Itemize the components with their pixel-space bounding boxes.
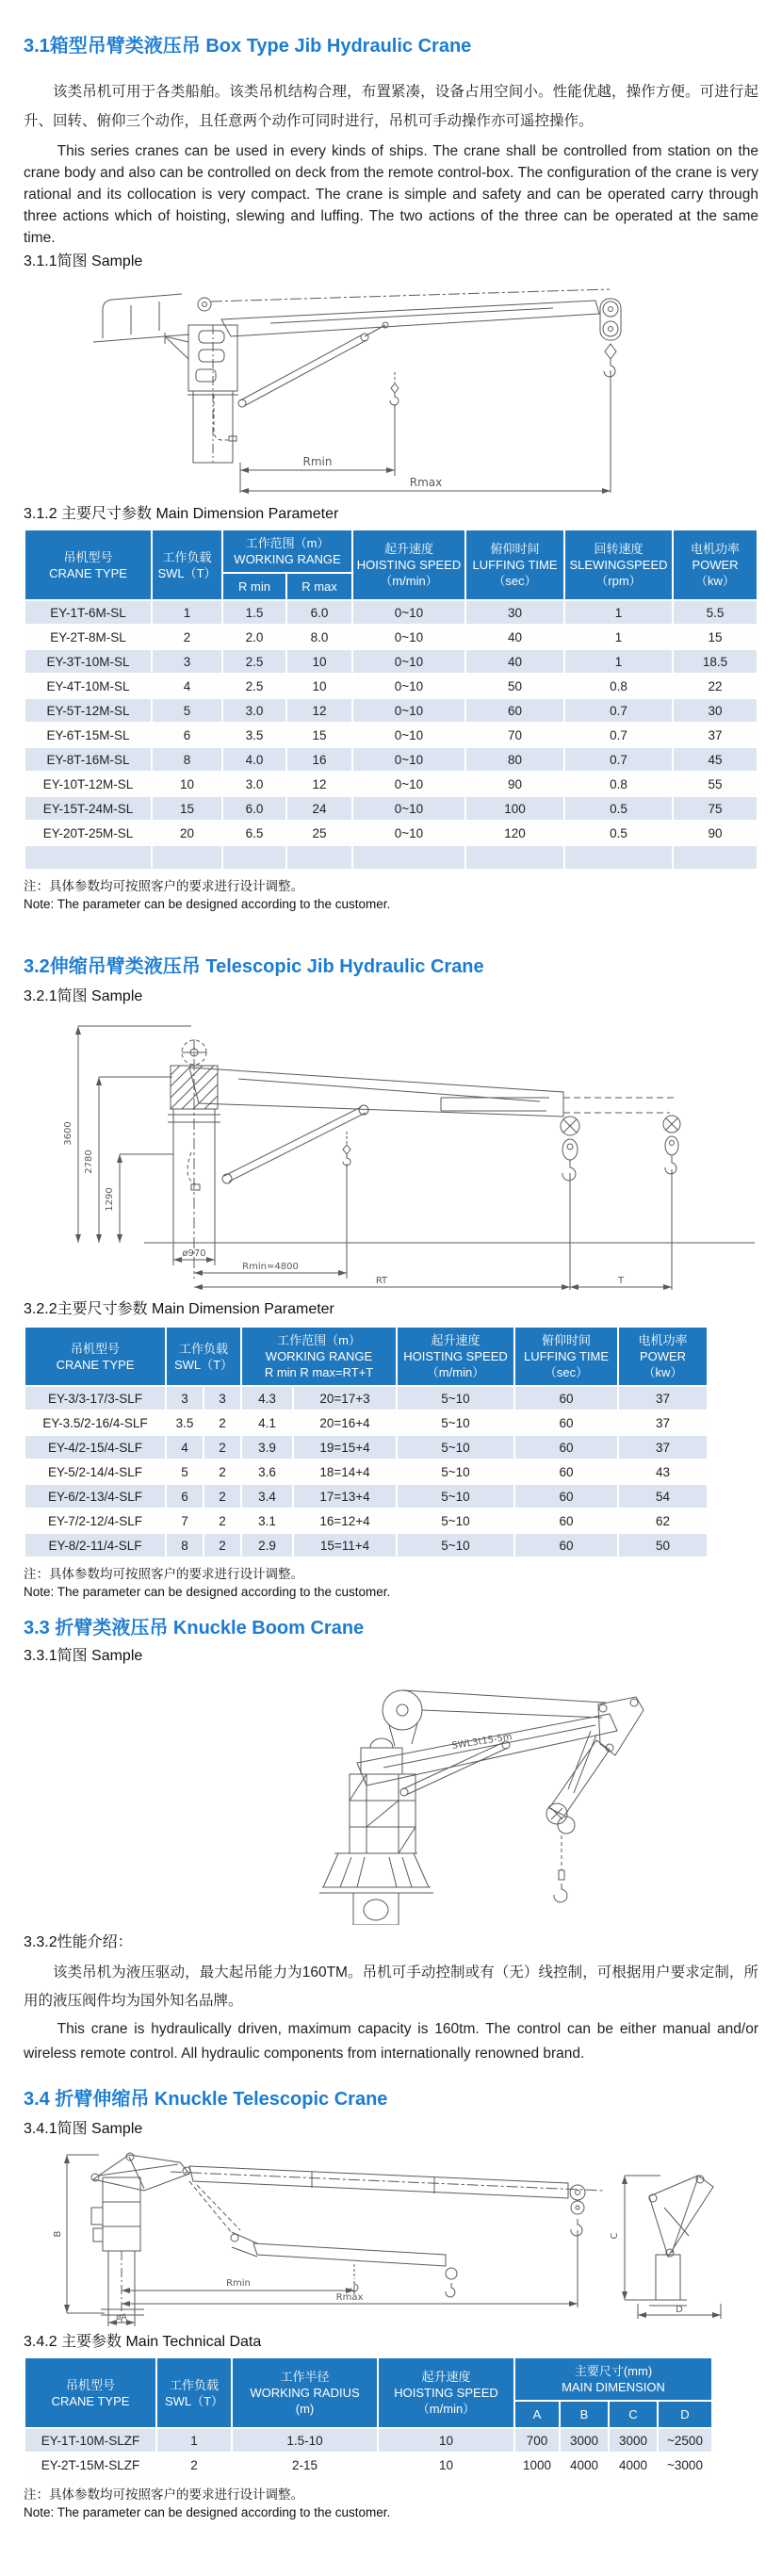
cell: 15 bbox=[286, 723, 352, 747]
cell: 2 bbox=[204, 1533, 241, 1557]
cell: 2 bbox=[156, 2453, 232, 2477]
cell: 40 bbox=[465, 625, 564, 649]
cell: 6 bbox=[166, 1484, 204, 1508]
table-row bbox=[24, 2453, 712, 2477]
hook bbox=[604, 359, 615, 377]
cell: 0.5 bbox=[564, 821, 673, 845]
cell: 4.3 bbox=[241, 1386, 293, 1410]
cell: 37 bbox=[618, 1435, 708, 1459]
railing bbox=[103, 294, 182, 338]
boom-swl-label: SWL3t15-5m bbox=[450, 1732, 513, 1753]
cell: 3.0 bbox=[222, 772, 286, 796]
cell bbox=[564, 845, 673, 870]
cell: 4 bbox=[152, 674, 222, 698]
column-header: 起升速度 HOISTING SPEED （m/min） bbox=[352, 530, 465, 600]
cell: 0~10 bbox=[352, 821, 465, 845]
cell: 40 bbox=[465, 649, 564, 674]
cell bbox=[352, 845, 465, 870]
cell: EY-1T-10M-SLZF bbox=[24, 2428, 156, 2453]
cell: EY-15T-24M-SL bbox=[24, 796, 152, 821]
cell: 0~10 bbox=[352, 649, 465, 674]
cell: EY-8T-16M-SL bbox=[24, 747, 152, 772]
cell: 10 bbox=[378, 2428, 514, 2453]
cell: 37 bbox=[618, 1410, 708, 1435]
cell: 0.7 bbox=[564, 698, 673, 723]
dim-label-oa: øA bbox=[116, 2313, 127, 2323]
cell: 20=16+4 bbox=[293, 1410, 397, 1435]
table-row bbox=[24, 772, 758, 796]
table-row bbox=[24, 796, 758, 821]
cell: 60 bbox=[514, 1459, 618, 1484]
table-row bbox=[24, 674, 758, 698]
intro-paragraph-en: This series cranes can be used in every kinds of ships. The crane shall be controlled from station on the crane body and also can be controlled on deck from the remote control-box. The configuration of the crane is very rational and its collocation is very compact. The crane is simple and safety and can be operated carry through three actions which of hoisting, slewing and luffing. The two actions of the three can be operated at the same time. bbox=[24, 143, 758, 246]
cell: 5~10 bbox=[397, 1508, 514, 1533]
cell: 50 bbox=[618, 1533, 708, 1557]
cell: 60 bbox=[514, 1508, 618, 1533]
cell: 5~10 bbox=[397, 1533, 514, 1557]
cell: 17=13+4 bbox=[293, 1484, 397, 1508]
cell: 60 bbox=[514, 1386, 618, 1410]
cell: 4000 bbox=[560, 2453, 609, 2477]
cell: EY-2T-15M-SLZF bbox=[24, 2453, 156, 2477]
cell: 2 bbox=[204, 1410, 241, 1435]
cell: 6.0 bbox=[222, 796, 286, 821]
cell: EY-3/3-17/3-SLF bbox=[24, 1386, 166, 1410]
cell: 3 bbox=[152, 649, 222, 674]
column-header: 起升速度 HOISTING SPEED （m/min） bbox=[397, 1327, 514, 1386]
box-type-dimension-table bbox=[24, 529, 758, 871]
cell: 50 bbox=[465, 674, 564, 698]
cell bbox=[465, 845, 564, 870]
note-en: Note: The parameter can be designed according to the customer. bbox=[24, 897, 391, 911]
dim-label-3600: 3600 bbox=[63, 1121, 73, 1146]
cell: EY-4/2-15/4-SLF bbox=[24, 1435, 166, 1459]
column-header: 电机功率 POWER （kw） bbox=[618, 1327, 708, 1386]
cell: 75 bbox=[673, 796, 758, 821]
cell: 2.0 bbox=[222, 625, 286, 649]
dim-label-rmin: Rmin bbox=[302, 455, 333, 468]
table-row bbox=[24, 600, 758, 625]
cell: EY-20T-25M-SL bbox=[24, 821, 152, 845]
cell: 3.5 bbox=[222, 723, 286, 747]
cell: 0.8 bbox=[564, 674, 673, 698]
dim-label-rmax: Rmax bbox=[335, 2292, 364, 2303]
dim-label-1290: 1290 bbox=[105, 1187, 115, 1212]
note-zh: 注：具体参数均可按照客户的要求进行设计调整。 bbox=[24, 879, 303, 893]
cell: 1 bbox=[564, 649, 673, 674]
cell: 90 bbox=[673, 821, 758, 845]
cell: 30 bbox=[673, 698, 758, 723]
cell: EY-3T-10M-SL bbox=[24, 649, 152, 674]
cell: 4.1 bbox=[241, 1410, 293, 1435]
table-row bbox=[24, 698, 758, 723]
luffing-cylinder bbox=[240, 325, 385, 406]
heading-sample-3-2-1: 3.2.1简图 Sample bbox=[24, 988, 143, 1004]
telescopic-boom bbox=[189, 2166, 568, 2198]
cell: 5~10 bbox=[397, 1484, 514, 1508]
column-header: 电机功率 POWER （kw） bbox=[673, 530, 758, 600]
cell: 5 bbox=[152, 698, 222, 723]
cell: 0~10 bbox=[352, 723, 465, 747]
heading-sample-3-1-1: 3.1.1简图 Sample bbox=[24, 253, 143, 269]
cell: 3 bbox=[204, 1386, 241, 1410]
table-row bbox=[24, 649, 758, 674]
cell: 3.4 bbox=[241, 1484, 293, 1508]
cell: 5~10 bbox=[397, 1459, 514, 1484]
cell: 1 bbox=[156, 2428, 232, 2453]
cell: 5~10 bbox=[397, 1435, 514, 1459]
cell: EY-6/2-13/4-SLF bbox=[24, 1484, 166, 1508]
mast-pulley bbox=[198, 298, 211, 311]
table-row bbox=[24, 845, 758, 870]
cell: 37 bbox=[618, 1386, 708, 1410]
cell: EY-8/2-11/4-SLF bbox=[24, 1533, 166, 1557]
cell: 80 bbox=[465, 747, 564, 772]
cell: 15 bbox=[152, 796, 222, 821]
cell: 6.0 bbox=[286, 600, 352, 625]
cell: 1 bbox=[564, 625, 673, 649]
cell: 0.5 bbox=[564, 796, 673, 821]
cell: 4 bbox=[166, 1435, 204, 1459]
column-header: 工作范围（m） WORKING RANGE bbox=[222, 530, 352, 573]
cell: 5~10 bbox=[397, 1386, 514, 1410]
cell: ~3000 bbox=[658, 2453, 712, 2477]
cell: 60 bbox=[514, 1484, 618, 1508]
cell: 2-15 bbox=[232, 2453, 378, 2477]
cell: 4.0 bbox=[222, 747, 286, 772]
table-row bbox=[24, 2428, 712, 2453]
cell: 90 bbox=[465, 772, 564, 796]
cell: 18.5 bbox=[673, 649, 758, 674]
column-header: 工作负载 SWL（T） bbox=[156, 2357, 232, 2428]
dim-label-rt: RT bbox=[375, 1276, 388, 1286]
cell: 0~10 bbox=[352, 772, 465, 796]
cell: 3.0 bbox=[222, 698, 286, 723]
cell: 16=12+4 bbox=[293, 1508, 397, 1533]
heading-sample-3-3-1: 3.3.1简图 Sample bbox=[24, 1648, 143, 1664]
cell: 2 bbox=[204, 1459, 241, 1484]
cell: EY-4T-10M-SL bbox=[24, 674, 152, 698]
cell: 37 bbox=[673, 723, 758, 747]
table-row bbox=[24, 723, 758, 747]
dim-label-rmin: Rmin bbox=[226, 2278, 251, 2289]
knuckle-telescopic-data-table bbox=[24, 2356, 713, 2478]
cell bbox=[286, 845, 352, 870]
cell: 60 bbox=[465, 698, 564, 723]
cell: 54 bbox=[618, 1484, 708, 1508]
section-title-knuckle-telescopic: 3.4 折臂伸缩吊 Knuckle Telescopic Crane bbox=[24, 2089, 388, 2110]
cell: 20=17+3 bbox=[293, 1386, 397, 1410]
column-header: D bbox=[658, 2401, 712, 2428]
cell: 15 bbox=[673, 625, 758, 649]
section-title-knuckle-boom: 3.3 折臂类液压吊 Knuckle Boom Crane bbox=[24, 1618, 365, 1639]
cell: 43 bbox=[618, 1459, 708, 1484]
performance-paragraph-zh: 该类吊机为液压驱动，最大起吊能力为160TM。吊机可手动控制或有（无）线控制，可根据用户要求定制，所用的液压阀件均为国外知名品牌。 bbox=[24, 1965, 758, 2009]
dim-label-rmax: Rmax bbox=[409, 476, 443, 489]
cell: 2.5 bbox=[222, 674, 286, 698]
cell: 16 bbox=[286, 747, 352, 772]
cell: 8.0 bbox=[286, 625, 352, 649]
knuckle-boom-crane-diagram bbox=[82, 1669, 741, 1925]
cell: 2 bbox=[204, 1435, 241, 1459]
cell: EY-5/2-14/4-SLF bbox=[24, 1459, 166, 1484]
heading-sample-3-4-1: 3.4.1简图 Sample bbox=[24, 2121, 143, 2137]
cell: 3.1 bbox=[241, 1508, 293, 1533]
table-row bbox=[24, 1508, 708, 1533]
telescopic-boom bbox=[189, 1068, 563, 1117]
dim-label-dia970: ø970 bbox=[182, 1248, 206, 1259]
performance-paragraph-en: This crane is hydraulically driven, maximum capacity is 160tm. The control can be either manual and/or wireless remote control. All hydraulic components from internationally renowned brand. bbox=[24, 2021, 758, 2062]
dim-label-2780: 2780 bbox=[84, 1149, 94, 1174]
cell: 2.5 bbox=[222, 649, 286, 674]
cell: 2 bbox=[152, 625, 222, 649]
cell: 12 bbox=[286, 698, 352, 723]
cell: 0.7 bbox=[564, 723, 673, 747]
cell: 62 bbox=[618, 1508, 708, 1533]
column-header: C bbox=[609, 2401, 658, 2428]
column-header: 吊机型号 CRANE TYPE bbox=[24, 530, 152, 600]
boom bbox=[221, 301, 599, 336]
cell: 10 bbox=[378, 2453, 514, 2477]
table-row bbox=[24, 747, 758, 772]
cell: 30 bbox=[465, 600, 564, 625]
cell: 0~10 bbox=[352, 625, 465, 649]
column-header: 工作负载 SWL（T） bbox=[166, 1327, 241, 1386]
table-row bbox=[24, 1386, 708, 1410]
table-row bbox=[24, 1484, 708, 1508]
intro-paragraph-zh: 该类吊机可用于各类船舶。该类吊机结构合理，布置紧凑，设备占用空间小。性能优越，操作方便。可进行起升、回转、俯仰三个动作，且任意两个动作可同时进行，吊机可手动操作亦可遥控操作。 bbox=[24, 84, 758, 129]
cell: 60 bbox=[514, 1533, 618, 1557]
note-en: Note: The parameter can be designed according to the customer. bbox=[24, 2505, 391, 2519]
cell: 20 bbox=[152, 821, 222, 845]
table-row bbox=[24, 625, 758, 649]
telescopic-dimension-table bbox=[24, 1326, 709, 1558]
cell: 0~10 bbox=[352, 698, 465, 723]
cell bbox=[152, 845, 222, 870]
cell: 15=11+4 bbox=[293, 1533, 397, 1557]
cell: 5~10 bbox=[397, 1410, 514, 1435]
cell bbox=[673, 845, 758, 870]
table-row bbox=[24, 821, 758, 845]
section-title-telescopic-jib: 3.2伸缩吊臂类液压吊 Telescopic Jib Hydraulic Crane bbox=[24, 956, 484, 977]
cell: 24 bbox=[286, 796, 352, 821]
section-title-box-type-jib: 3.1箱型吊臂类液压吊 Box Type Jib Hydraulic Crane bbox=[24, 36, 472, 57]
column-header: 起升速度 HOISTING SPEED （m/min） bbox=[378, 2357, 514, 2428]
cell: 3.6 bbox=[241, 1459, 293, 1484]
cell: 0.7 bbox=[564, 747, 673, 772]
cell: EY-2T-8M-SL bbox=[24, 625, 152, 649]
cell: 0.8 bbox=[564, 772, 673, 796]
cell: 3000 bbox=[560, 2428, 609, 2453]
heading-param-3-4-2: 3.4.2 主要参数 Main Technical Data bbox=[24, 2334, 262, 2350]
column-header: 工作范围（m） WORKING RANGE R min R max=RT+T bbox=[241, 1327, 397, 1386]
cell: 3.9 bbox=[241, 1435, 293, 1459]
cell: 5 bbox=[166, 1459, 204, 1484]
cell: 1 bbox=[152, 600, 222, 625]
column-header: 吊机型号 CRANE TYPE bbox=[24, 1327, 166, 1386]
cell: 120 bbox=[465, 821, 564, 845]
cell: 10 bbox=[286, 674, 352, 698]
cell: 6 bbox=[152, 723, 222, 747]
column-header: R min bbox=[222, 573, 286, 600]
cell: 1000 bbox=[514, 2453, 560, 2477]
cell: 5.5 bbox=[673, 600, 758, 625]
cell: 10 bbox=[152, 772, 222, 796]
cell: EY-1T-6M-SL bbox=[24, 600, 152, 625]
cell: EY-3.5/2-16/4-SLF bbox=[24, 1410, 166, 1435]
cell: EY-5T-12M-SL bbox=[24, 698, 152, 723]
dim-label-d: D bbox=[676, 2305, 683, 2315]
cell: 12 bbox=[286, 772, 352, 796]
cell: 100 bbox=[465, 796, 564, 821]
cell: 2 bbox=[204, 1484, 241, 1508]
cell: 3000 bbox=[609, 2428, 658, 2453]
cell bbox=[24, 845, 152, 870]
cell: 1 bbox=[564, 600, 673, 625]
cell: EY-10T-12M-SL bbox=[24, 772, 152, 796]
cell: 6.5 bbox=[222, 821, 286, 845]
cell bbox=[222, 845, 286, 870]
cell: 0~10 bbox=[352, 796, 465, 821]
cell: 45 bbox=[673, 747, 758, 772]
cell: 700 bbox=[514, 2428, 560, 2453]
cell: 60 bbox=[514, 1410, 618, 1435]
cell: EY-7/2-12/4-SLF bbox=[24, 1508, 166, 1533]
column-header: 俯仰时间 LUFFING TIME （sec） bbox=[465, 530, 564, 600]
cell: 4000 bbox=[609, 2453, 658, 2477]
column-header: 主要尺寸(mm) MAIN DIMENSION bbox=[514, 2357, 712, 2401]
dim-label-rmin4800: Rmin≈4800 bbox=[242, 1262, 299, 1272]
telescopic-crane-diagram bbox=[50, 1011, 766, 1292]
column-header: R max bbox=[286, 573, 352, 600]
cell: 2.9 bbox=[241, 1533, 293, 1557]
column-header: 工作负载 SWL（T） bbox=[152, 530, 222, 600]
heading-param-3-1-2: 3.1.2 主要尺寸参数 Main Dimension Parameter bbox=[24, 506, 339, 522]
note-zh: 注：具体参数均可按照客户的要求进行设计调整。 bbox=[24, 2487, 303, 2502]
note-zh: 注：具体参数均可按照客户的要求进行设计调整。 bbox=[24, 1567, 303, 1581]
cell: 60 bbox=[514, 1435, 618, 1459]
heading-performance-3-3-2: 3.3.2性能介绍： bbox=[24, 1934, 133, 1950]
cell: 10 bbox=[286, 649, 352, 674]
cell: 3.5 bbox=[166, 1410, 204, 1435]
cell: 0~10 bbox=[352, 600, 465, 625]
cell: EY-6T-15M-SL bbox=[24, 723, 152, 747]
cell: 2 bbox=[204, 1508, 241, 1533]
cell: 8 bbox=[166, 1533, 204, 1557]
column-header: 俯仰时间 LUFFING TIME （sec） bbox=[514, 1327, 618, 1386]
knuckle-telescopic-crane-diagram bbox=[39, 2142, 782, 2328]
dim-label-b: B bbox=[53, 2230, 63, 2238]
cell: 22 bbox=[673, 674, 758, 698]
table-row bbox=[24, 1435, 708, 1459]
cell: 1.5-10 bbox=[232, 2428, 378, 2453]
column-header: 回转速度 SLEWINGSPEED （rpm） bbox=[564, 530, 673, 600]
cell: ~2500 bbox=[658, 2428, 712, 2453]
column-header: 工作半径 WORKING RADIUS (m) bbox=[232, 2357, 378, 2428]
cell: 3 bbox=[166, 1386, 204, 1410]
box-type-crane-diagram bbox=[82, 276, 741, 498]
cell: 0~10 bbox=[352, 674, 465, 698]
cell: 1.5 bbox=[222, 600, 286, 625]
heading-param-3-2-2: 3.2.2主要尺寸参数 Main Dimension Parameter bbox=[24, 1301, 334, 1317]
cell: 0~10 bbox=[352, 747, 465, 772]
table-row bbox=[24, 1533, 708, 1557]
table-row bbox=[24, 1410, 708, 1435]
cell: 8 bbox=[152, 747, 222, 772]
column-header: A bbox=[514, 2401, 560, 2428]
column-header: B bbox=[560, 2401, 609, 2428]
cell: 55 bbox=[673, 772, 758, 796]
note-en: Note: The parameter can be designed according to the customer. bbox=[24, 1585, 391, 1599]
cell: 7 bbox=[166, 1508, 204, 1533]
dim-label-c: C bbox=[610, 2232, 620, 2240]
cell: 18=14+4 bbox=[293, 1459, 397, 1484]
table-row bbox=[24, 1459, 708, 1484]
cell: 19=15+4 bbox=[293, 1435, 397, 1459]
dim-label-t: T bbox=[617, 1276, 625, 1286]
cell: 70 bbox=[465, 723, 564, 747]
column-header: 吊机型号 CRANE TYPE bbox=[24, 2357, 156, 2428]
cell: 25 bbox=[286, 821, 352, 845]
